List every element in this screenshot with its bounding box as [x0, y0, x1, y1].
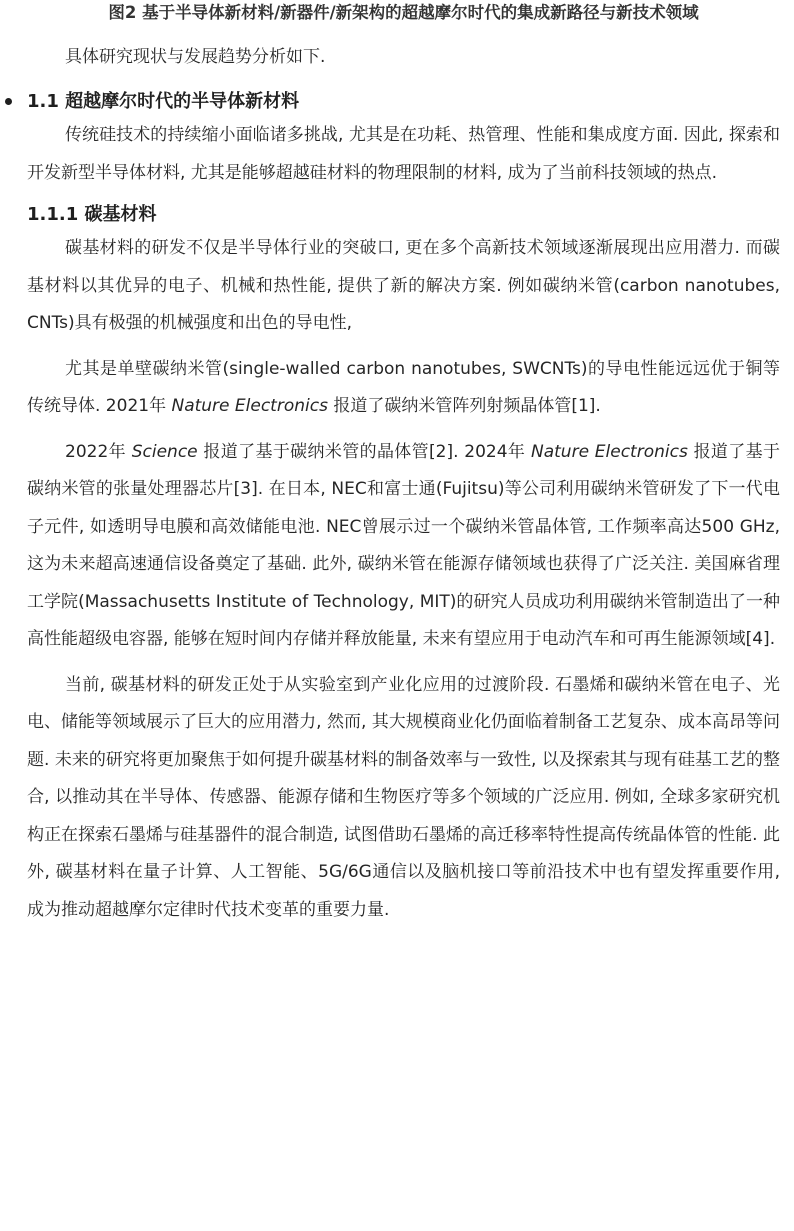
- carbon-paragraph-3: [27, 434, 780, 659]
- figure-caption: 图2 基于半导体新材料/新器件/新架构的超越摩尔时代的集成新路径与新技术领域: [108, 3, 699, 22]
- intro-sentence: 具体研究现状与发展趋势分析如下.: [65, 47, 326, 67]
- section-1-1-1-heading: 1.1.1 碳基材料: [27, 204, 157, 225]
- carbon-p3-text-a: 2022年: [65, 441, 132, 462]
- journal-name: Nature Electronics: [531, 441, 688, 462]
- carbon-paragraph-4: 当前, 碳基材料的研发正处于从实验室到产业化应用的过渡阶段. 石墨烯和碳纳米管在电子、光电、储能等领域展示了巨大的应用潜力, 然而, 其大规模商业化仍面临着制备工艺复杂、成本高昂等问题. 未来的研究将更加聚焦于如何提升碳基材料的制备效率与一致性, 以及探索其与现有硅基工艺的整合, 以推动其在半导体、传感器、能源存储和生物医疗等多个领域的广泛应用. 例如, 全球多家研究机构正在探索石墨烯与硅基器件的混合制造, 试图借助石墨烯的高迁移率特性提高传统晶体管的性能. 此外, 碳基材料在量子计算、人工智能、5G/6G通信以及脑机接口等前沿技术中也有望发挥重要作用, 成为推动超越摩尔定律时代技术变革的重要力量.: [27, 674, 780, 920]
- carbon-paragraph-1: 碳基材料的研发不仅是半导体行业的突破口, 更在多个高新技术领域逐渐展现出应用潜力. 而碳基材料以其优异的电子、机械和热性能, 提供了新的解决方案. 例如碳纳米管(carbon nanotubes, CNTs)具有极强的机械强度和出色的导电性,: [27, 238, 780, 333]
- carbon-paragraph-2: [27, 351, 780, 426]
- section-1-1-title: 1.1 超越摩尔时代的半导体新材料: [27, 91, 300, 112]
- carbon-p3-text-c: 报道了基于碳纳米管的张量处理器芯片[3]. 在日本, NEC和富士通(Fujitsu)等公司利用碳纳米管研发了下一代电子元件, 如透明导电膜和高效储能电池. NEC曾展示过一个碳纳米管晶体管, 工作频率高达500 GHz, 这为未来超高速通信设备奠定了基础. 此外, 碳纳米管在能源存储领域也获得了广泛关注. 美国麻省理工学院(Massachusetts Institute of Technology, MIT)的研究人员成功利用碳纳米管制造出了一种高性能超级电容器, 能够在短时间内存储并释放能量, 未来有望应用于电动汽车和可再生能源领域[4].: [27, 441, 780, 649]
- carbon-p3-text-b: 报道了基于碳纳米管的晶体管[2]. 2024年: [197, 441, 531, 462]
- journal-name: Science: [131, 441, 198, 462]
- carbon-p2-text-a: 尤其是单壁碳纳米管(single-walled carbon nanotubes, SWCNTs)的导电性能远远优于铜等传统导体. 2021年: [27, 358, 780, 416]
- section-1-1-paragraph: 传统硅技术的持续缩小面临诸多挑战, 尤其是在功耗、热管理、性能和集成度方面. 因此, 探索和开发新型半导体材料, 尤其是能够超越硅材料的物理限制的材料, 成为了当前科技领域的热点.: [27, 125, 780, 183]
- bullet-icon: [5, 98, 12, 105]
- section-1-1-heading: [27, 87, 780, 117]
- carbon-p2-text-b: 报道了碳纳米管阵列射频晶体管[1].: [327, 396, 601, 416]
- journal-name: Nature Electronics: [171, 396, 328, 416]
